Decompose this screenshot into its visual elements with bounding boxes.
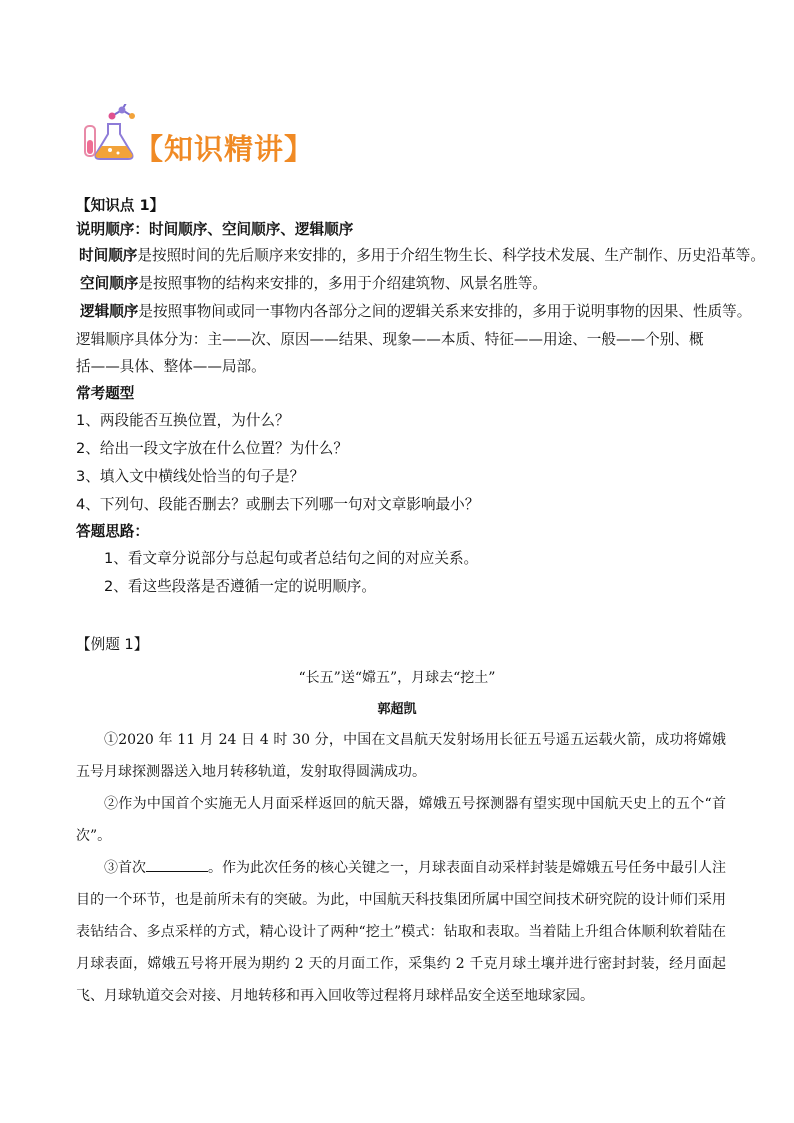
common-type-item: 2、给出一段文字放在什么位置？为什么？ [76, 440, 348, 457]
knowledge-subtitle: 说明顺序：时间顺序、空间顺序、逻辑顺序 [76, 221, 354, 238]
time-order-term: 时间顺序 [79, 247, 138, 264]
article-paragraph-3 [76, 852, 726, 1012]
fill-in-blank[interactable] [146, 857, 208, 872]
logic-order-text: 是按照事物间或同一事物内各部分之间的逻辑关系来安排的，多用于说明事物的因果、性质等。 [138, 303, 752, 320]
common-type-item: 1、两段能否互换位置，为什么？ [76, 412, 290, 429]
paragraph-3-rest: 。作为此次任务的核心关键之一，月球表面自动采样封装是嫦娥五号任务中最引人注目的一个环节，也是前所未有的突破。为此，中国航天科技集团所属中国空间技术研究院的设计师们采用表钻结合、多点采样的方式，精心设计了两种“挖土”模式：钻取和表取。当着陆上升组合体顺利软着陆在月球表面，嫦娥五号将开展为期约 2 天的月面工作，采集约 2 千克月球土壤并进行密封封装，经月面起飞、月球轨道交会对接、月地转移和再入回收等过程将月球样品安全送至地球家园。 [76, 860, 726, 1004]
article-title: “长五”送“嫦五”，月球去“挖土” [298, 670, 496, 686]
approach-heading: 答题思路： [76, 523, 149, 540]
logic-detail-1: 逻辑顺序具体分为：主——次、原因——结果、现象——本质、特征——用途、一般——个别、概 [76, 331, 704, 348]
approach-item: 2、看这些段落是否遵循一定的说明顺序。 [104, 578, 376, 595]
time-order-line [79, 246, 765, 266]
knowledge-point-label: 【知识点 1】 [76, 197, 165, 214]
logic-detail-2: 括——具体、整体——局部。 [76, 358, 266, 375]
article-author: 郭超凯 [377, 702, 417, 717]
space-order-term: 空间顺序 [80, 275, 139, 292]
approach-item: 1、看文章分说部分与总起句或者总结句之间的对应关系。 [104, 550, 479, 567]
section-title: 【知识精讲】 [134, 132, 315, 166]
example-label: 【例题 1】 [76, 636, 149, 653]
paragraph-3-start: ③首次 [104, 860, 146, 876]
space-order-text: 是按照事物的结构来安排的，多用于介绍建筑物、风景名胜等。 [138, 275, 548, 292]
logic-order-term: 逻辑顺序 [80, 303, 139, 320]
article-paragraph-1: ①2020 年 11 月 24 日 4 时 30 分，中国在文昌航天发射场用长征五号遥五运载火箭，成功将嫦娥五号月球探测器送入地月转移轨道，发射取得圆满成功。 [76, 732, 726, 780]
time-order-text: 是按照时间的先后顺序来安排的，多用于介绍生物生长、科学技术发展、生产制作、历史沿革等。 [137, 247, 765, 264]
article-paragraph-2: ②作为中国首个实施无人月面采样返回的航天器，嫦娥五号探测器有望实现中国航天史上的五个“首次”。 [76, 796, 726, 844]
common-type-item: 4、下列句、段能否删去？或删去下列哪一句对文章影响最小？ [76, 496, 480, 513]
common-type-item: 3、填入文中横线处恰当的句子是？ [76, 468, 305, 485]
space-order-line [80, 274, 547, 294]
logic-order-line [80, 302, 751, 322]
chemistry-flask-icon [82, 104, 142, 162]
common-types-heading: 常考题型 [76, 385, 135, 402]
